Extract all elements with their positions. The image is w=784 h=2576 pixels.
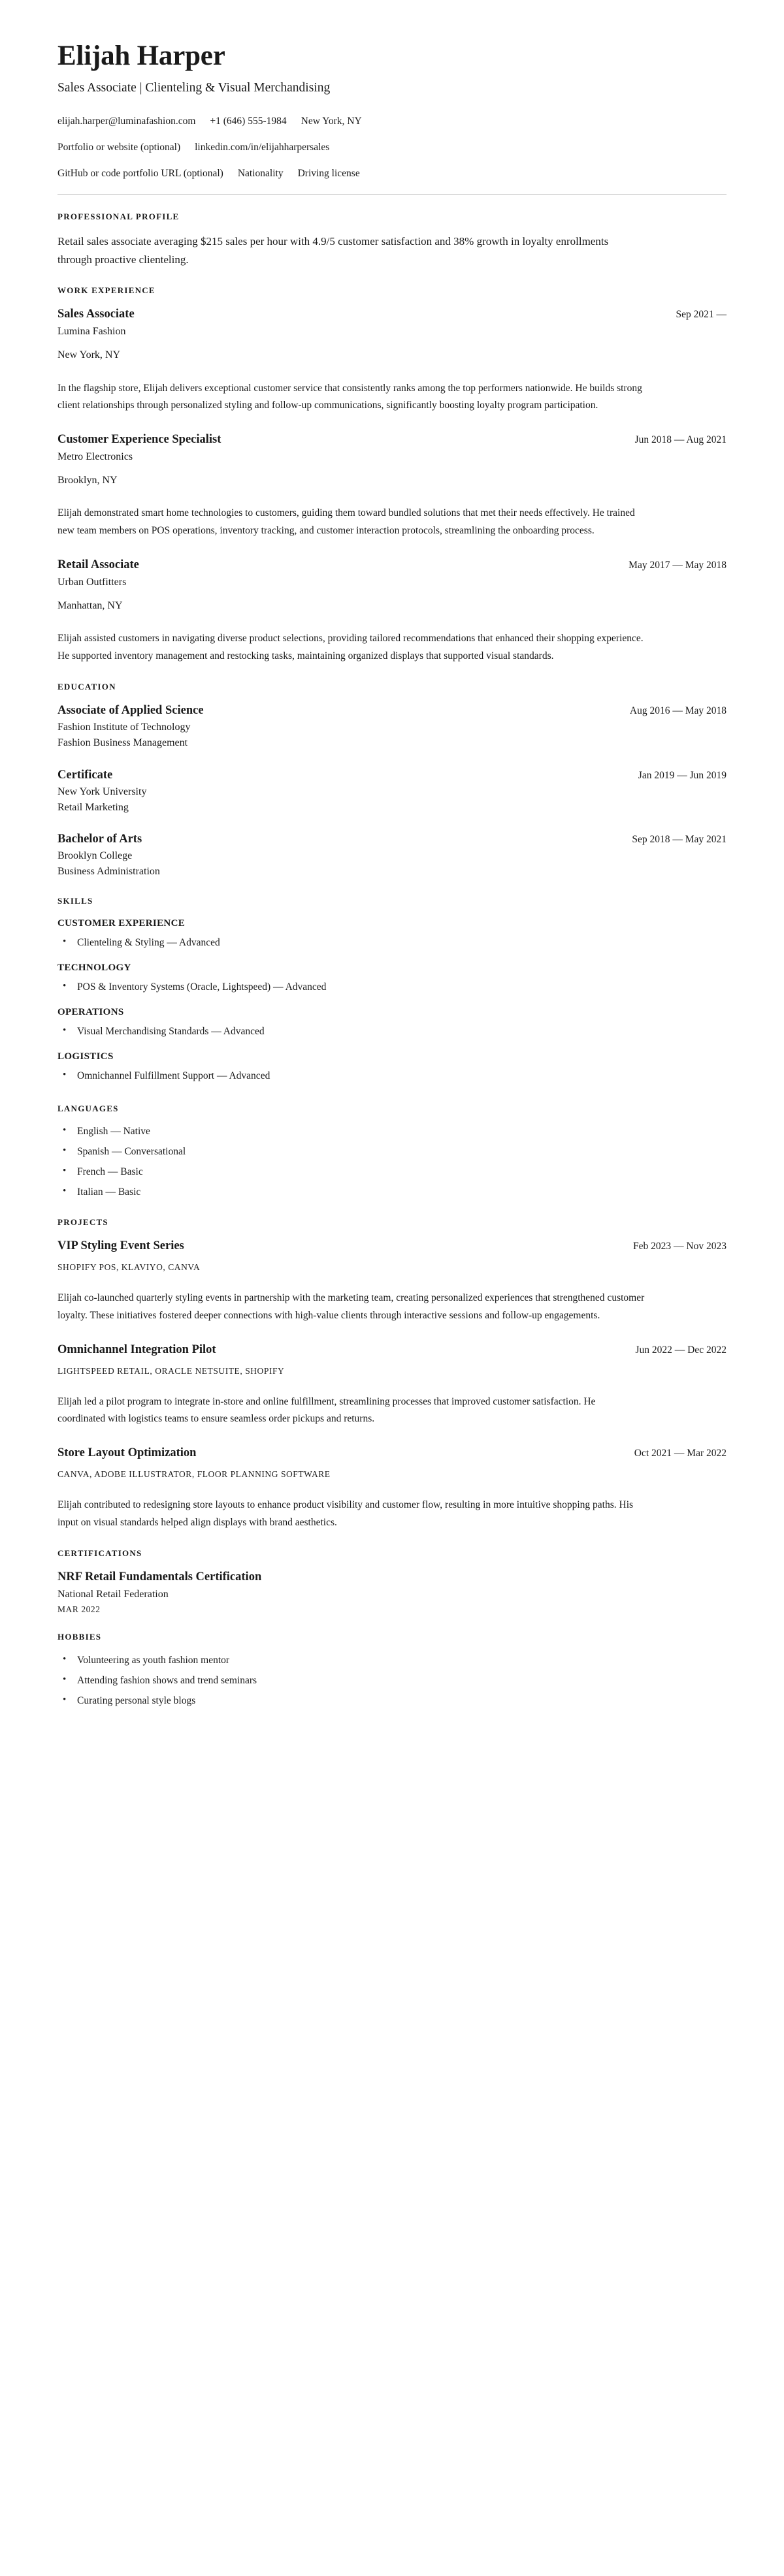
language-item: • Italian — Basic [57, 1185, 727, 1200]
skill-group-name: LOGISTICS [57, 1051, 114, 1062]
skill-item: • Omnichannel Fulfillment Support — Advanced [57, 1068, 727, 1084]
work-entry [57, 306, 727, 415]
project-description: Elijah led a pilot program to integrate in-store and online fulfillment, streamlining processes that improved customer satisfaction. He coordinated with logistics teams to ensure seamless order pickups and returns. [57, 1395, 596, 1425]
education-degree: Bachelor of Arts [57, 832, 142, 846]
skill-group-name: CUSTOMER EXPERIENCE [57, 918, 186, 929]
section-heading-projects: PROJECTS [57, 1217, 108, 1228]
driving-license-field[interactable]: Driving license [297, 168, 360, 179]
section-heading-certifications: CERTIFICATIONS [57, 1548, 142, 1559]
work-dates: Sep 2021 — [676, 309, 727, 321]
section-heading-work: WORK EXPERIENCE [57, 285, 155, 296]
project-dates: Jun 2022 — Dec 2022 [635, 1344, 727, 1356]
work-company: Metro Electronics [57, 451, 133, 462]
section-heading-languages: LANGUAGES [57, 1104, 119, 1114]
profile-summary-text: Retail sales associate averaging $215 sales per hour with 4.9/5 customer satisfaction and 38% growth in loyalty enrollments through proactive clienteling. [57, 235, 609, 266]
project-stack: CANVA, ADOBE ILLUSTRATOR, FLOOR PLANNING SOFTWARE [57, 1469, 331, 1479]
work-entry [57, 432, 727, 540]
skill-group-name: OPERATIONS [57, 1007, 124, 1018]
work-role: Retail Associate [57, 558, 139, 571]
github-field[interactable]: GitHub or code portfolio URL (optional) [57, 168, 223, 179]
hobby-item: • Curating personal style blogs [57, 1693, 727, 1709]
work-role: Sales Associate [57, 308, 135, 321]
project-entry-header [57, 1445, 727, 1461]
skill-group [57, 918, 727, 951]
skill-item: • Visual Merchandising Standards — Advanced [57, 1024, 727, 1040]
work-description: In the flagship store, Elijah delivers exceptional customer service that consistently ranks among the top performers nationwide. He builds strong client relationships through personalized styling and follow-up communications, significantly boosting loyalty program participation. [57, 382, 642, 411]
project-description: Elijah co-launched quarterly styling events in partnership with the marketing team, creating personalized experiences that strengthened customer loyalty. These initiatives fostered deeper connections with high-value clients through interactive sessions and follow-up engagements. [57, 1292, 645, 1322]
certification-name: NRF Retail Fundamentals Certification [57, 1570, 262, 1584]
header-divider [57, 194, 727, 195]
education-entry-header [57, 831, 727, 848]
education-field: Retail Marketing [57, 801, 129, 813]
education-school: Fashion Institute of Technology [57, 722, 191, 733]
project-entry-header [57, 1342, 727, 1358]
work-location: Brooklyn, NY [57, 475, 118, 486]
skill-list [57, 935, 727, 951]
work-role: Customer Experience Specialist [57, 432, 221, 446]
work-location: New York, NY [57, 349, 121, 361]
section-heading-profile: PROFESSIONAL PROFILE [57, 212, 180, 222]
resume-header [57, 40, 727, 181]
section-heading-hobbies: HOBBIES [57, 1632, 102, 1642]
language-item: • French — Basic [57, 1164, 727, 1180]
work-entry-header [57, 306, 727, 323]
work-location: Manhattan, NY [57, 599, 123, 611]
certification-entry-header [57, 1569, 727, 1585]
language-list [57, 1124, 727, 1200]
project-entry [57, 1445, 727, 1531]
education-dates: Aug 2016 — May 2018 [629, 705, 727, 717]
project-entry [57, 1342, 727, 1428]
hobby-list [57, 1653, 727, 1709]
work-dates: May 2017 — May 2018 [629, 559, 727, 571]
work-entry [57, 557, 727, 665]
work-entry-header [57, 557, 727, 573]
phone-text[interactable]: +1 (646) 555-1984 [210, 115, 287, 127]
work-company: Urban Outfitters [57, 576, 127, 588]
education-dates: Jan 2019 — Jun 2019 [638, 769, 727, 781]
certification-entry [57, 1569, 727, 1615]
hobby-item: • Attending fashion shows and trend seminars [57, 1673, 727, 1689]
candidate-name: Elijah Harper [57, 40, 225, 71]
nationality-field[interactable]: Nationality [237, 168, 284, 179]
education-entry [57, 831, 727, 879]
email-text[interactable]: elijah.harper@luminafashion.com [57, 115, 196, 127]
education-degree: Associate of Applied Science [57, 704, 204, 718]
linkedin-text[interactable]: linkedin.com/in/elijahharpersales [195, 141, 330, 153]
candidate-tagline: Sales Associate | Clienteling & Visual Merchandising [57, 81, 331, 95]
hobby-item: • Volunteering as youth fashion mentor [57, 1653, 727, 1668]
work-description: Elijah assisted customers in navigating diverse product selections, providing tailored recommendations that enhanced their shopping experience. He supported inventory management and restocking tasks, maintaining organized displays that supported visual standards. [57, 632, 644, 661]
skill-item: • POS & Inventory Systems (Oracle, Lightspeed) — Advanced [57, 979, 727, 995]
project-dates: Feb 2023 — Nov 2023 [633, 1241, 727, 1252]
work-company: Lumina Fashion [57, 326, 126, 338]
project-name: VIP Styling Event Series [57, 1239, 184, 1253]
education-entry-header [57, 767, 727, 784]
skill-list [57, 1024, 727, 1040]
section-heading-skills: SKILLS [57, 896, 93, 906]
project-stack: SHOPIFY POS, KLAVIYO, CANVA [57, 1262, 201, 1273]
skill-list [57, 979, 727, 995]
skill-group [57, 1007, 727, 1040]
education-entry [57, 767, 727, 815]
section-education [57, 682, 727, 879]
education-entry-header [57, 703, 727, 719]
skill-group [57, 1051, 727, 1084]
skill-list [57, 1068, 727, 1084]
section-heading-education: EDUCATION [57, 682, 116, 692]
section-projects [57, 1217, 727, 1531]
skill-item: • Clienteling & Styling — Advanced [57, 935, 727, 951]
education-school: Brooklyn College [57, 850, 133, 861]
certification-date: MAR 2022 [57, 1604, 101, 1615]
language-item: • Spanish — Conversational [57, 1144, 727, 1160]
work-dates: Jun 2018 — Aug 2021 [634, 434, 727, 445]
section-professional-profile [57, 212, 727, 268]
skill-group [57, 962, 727, 995]
project-name: Store Layout Optimization [57, 1446, 197, 1459]
section-certifications [57, 1548, 727, 1615]
section-hobbies [57, 1632, 727, 1709]
portfolio-field[interactable]: Portfolio or website (optional) [57, 141, 181, 153]
contact-row-links [57, 140, 727, 155]
skill-group-name: TECHNOLOGY [57, 962, 131, 974]
project-dates: Oct 2021 — Mar 2022 [634, 1448, 727, 1459]
project-name: Omnichannel Integration Pilot [57, 1343, 216, 1356]
project-entry [57, 1238, 727, 1324]
education-field: Fashion Business Management [57, 737, 188, 749]
education-dates: Sep 2018 — May 2021 [632, 833, 727, 845]
education-degree: Certificate [57, 768, 113, 782]
contact-row-primary [57, 114, 727, 129]
project-stack: LIGHTSPEED RETAIL, ORACLE NETSUITE, SHOPIFY [57, 1365, 285, 1376]
certification-issuer: National Retail Federation [57, 1589, 169, 1600]
work-description: Elijah demonstrated smart home technologies to customers, guiding them toward bundled solutions that met their needs effectively. He trained new team members on POS operations, inventory tracking, and customer interaction protocols, streamlining the onboarding process. [57, 507, 635, 536]
project-description: Elijah contributed to redesigning store layouts to enhance product visibility and customer flow, resulting in more intuitive shopping paths. His input on visual standards helped align displays with brand aesthetics. [57, 1499, 634, 1528]
section-languages [57, 1104, 727, 1200]
education-field: Business Administration [57, 866, 160, 878]
contact-row-optional [57, 166, 727, 181]
project-entry-header [57, 1238, 727, 1254]
education-school: New York University [57, 786, 147, 797]
work-entry-header [57, 432, 727, 448]
education-entry [57, 703, 727, 750]
language-item: • English — Native [57, 1124, 727, 1139]
location-text: New York, NY [301, 115, 362, 127]
section-skills [57, 896, 727, 1084]
section-work-experience [57, 285, 727, 665]
